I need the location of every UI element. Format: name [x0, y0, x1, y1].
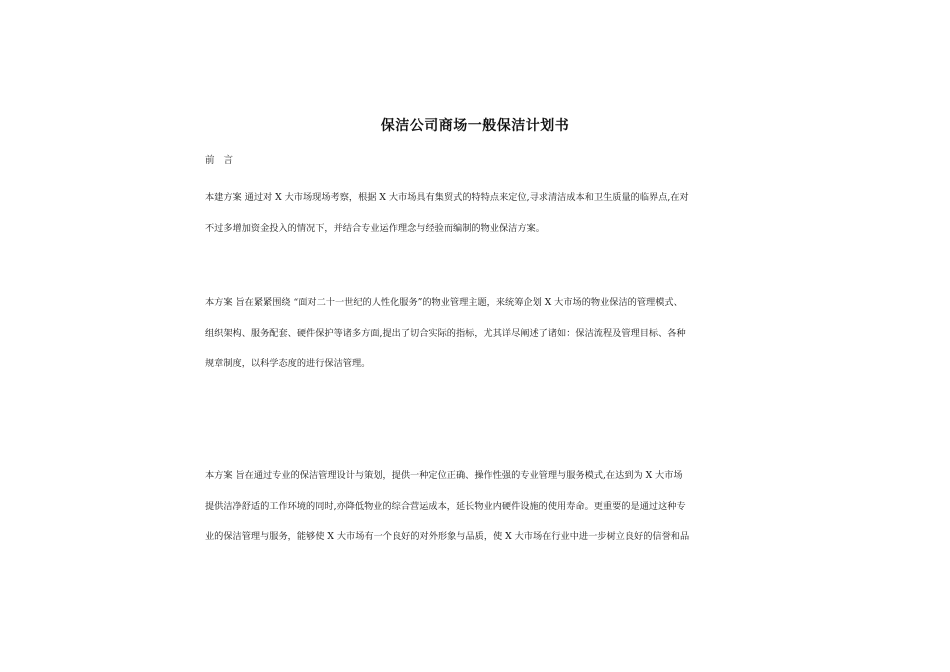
paragraph-line: 本方案 旨在紧紧围绕 “面对二十一世纪的人性化服务”的物业管理主题，来统筹企划 X 大市场的物业保洁的管理模式、 [205, 297, 683, 308]
section-heading: 前 言 [205, 155, 237, 166]
paragraph-2 [205, 288, 745, 380]
document-title: 保洁公司商场一般保洁计划书 [380, 118, 570, 134]
paragraph-line: 本方案 旨在通过专业的保洁管理设计与策划，提供一种定位正确、操作性强的专业管理与服务模式,在达到为 X 大市场 [205, 470, 683, 481]
paragraph-line: 组织架构、服务配套、硬件保护等诸多方面,提出了切合实际的指标，尤其详尽阐述了诸如：保洁流程及管理目标、各种 [205, 327, 686, 339]
paragraph-line: 提供洁净舒适的工作环境的同时,亦降低物业的综合营运成本，延长物业内硬件设施的使用寿命。更重要的是通过这种专 [205, 500, 686, 512]
paragraph-line: 本建方案 通过对 X 大市场现场考察，根据 X 大市场具有集贸式的特特点来定位,寻求清洁成本和卫生质量的临界点,在对 [205, 192, 689, 203]
paragraph-3 [205, 461, 745, 553]
paragraph-line: 不过多增加资金投入的情况下，并结合专业运作理念与经验而编制的物业保洁方案。 [205, 222, 545, 234]
paragraph-line: 业的保洁管理与服务，能够使 X 大市场有一个良好的对外形象与品质，使 X 大市场在行业中进一步树立良好的信誉和品 [205, 531, 690, 542]
paragraph-line: 规章制度，以科学态度的进行保洁管理。 [205, 358, 371, 369]
paragraph-1 [205, 183, 745, 244]
